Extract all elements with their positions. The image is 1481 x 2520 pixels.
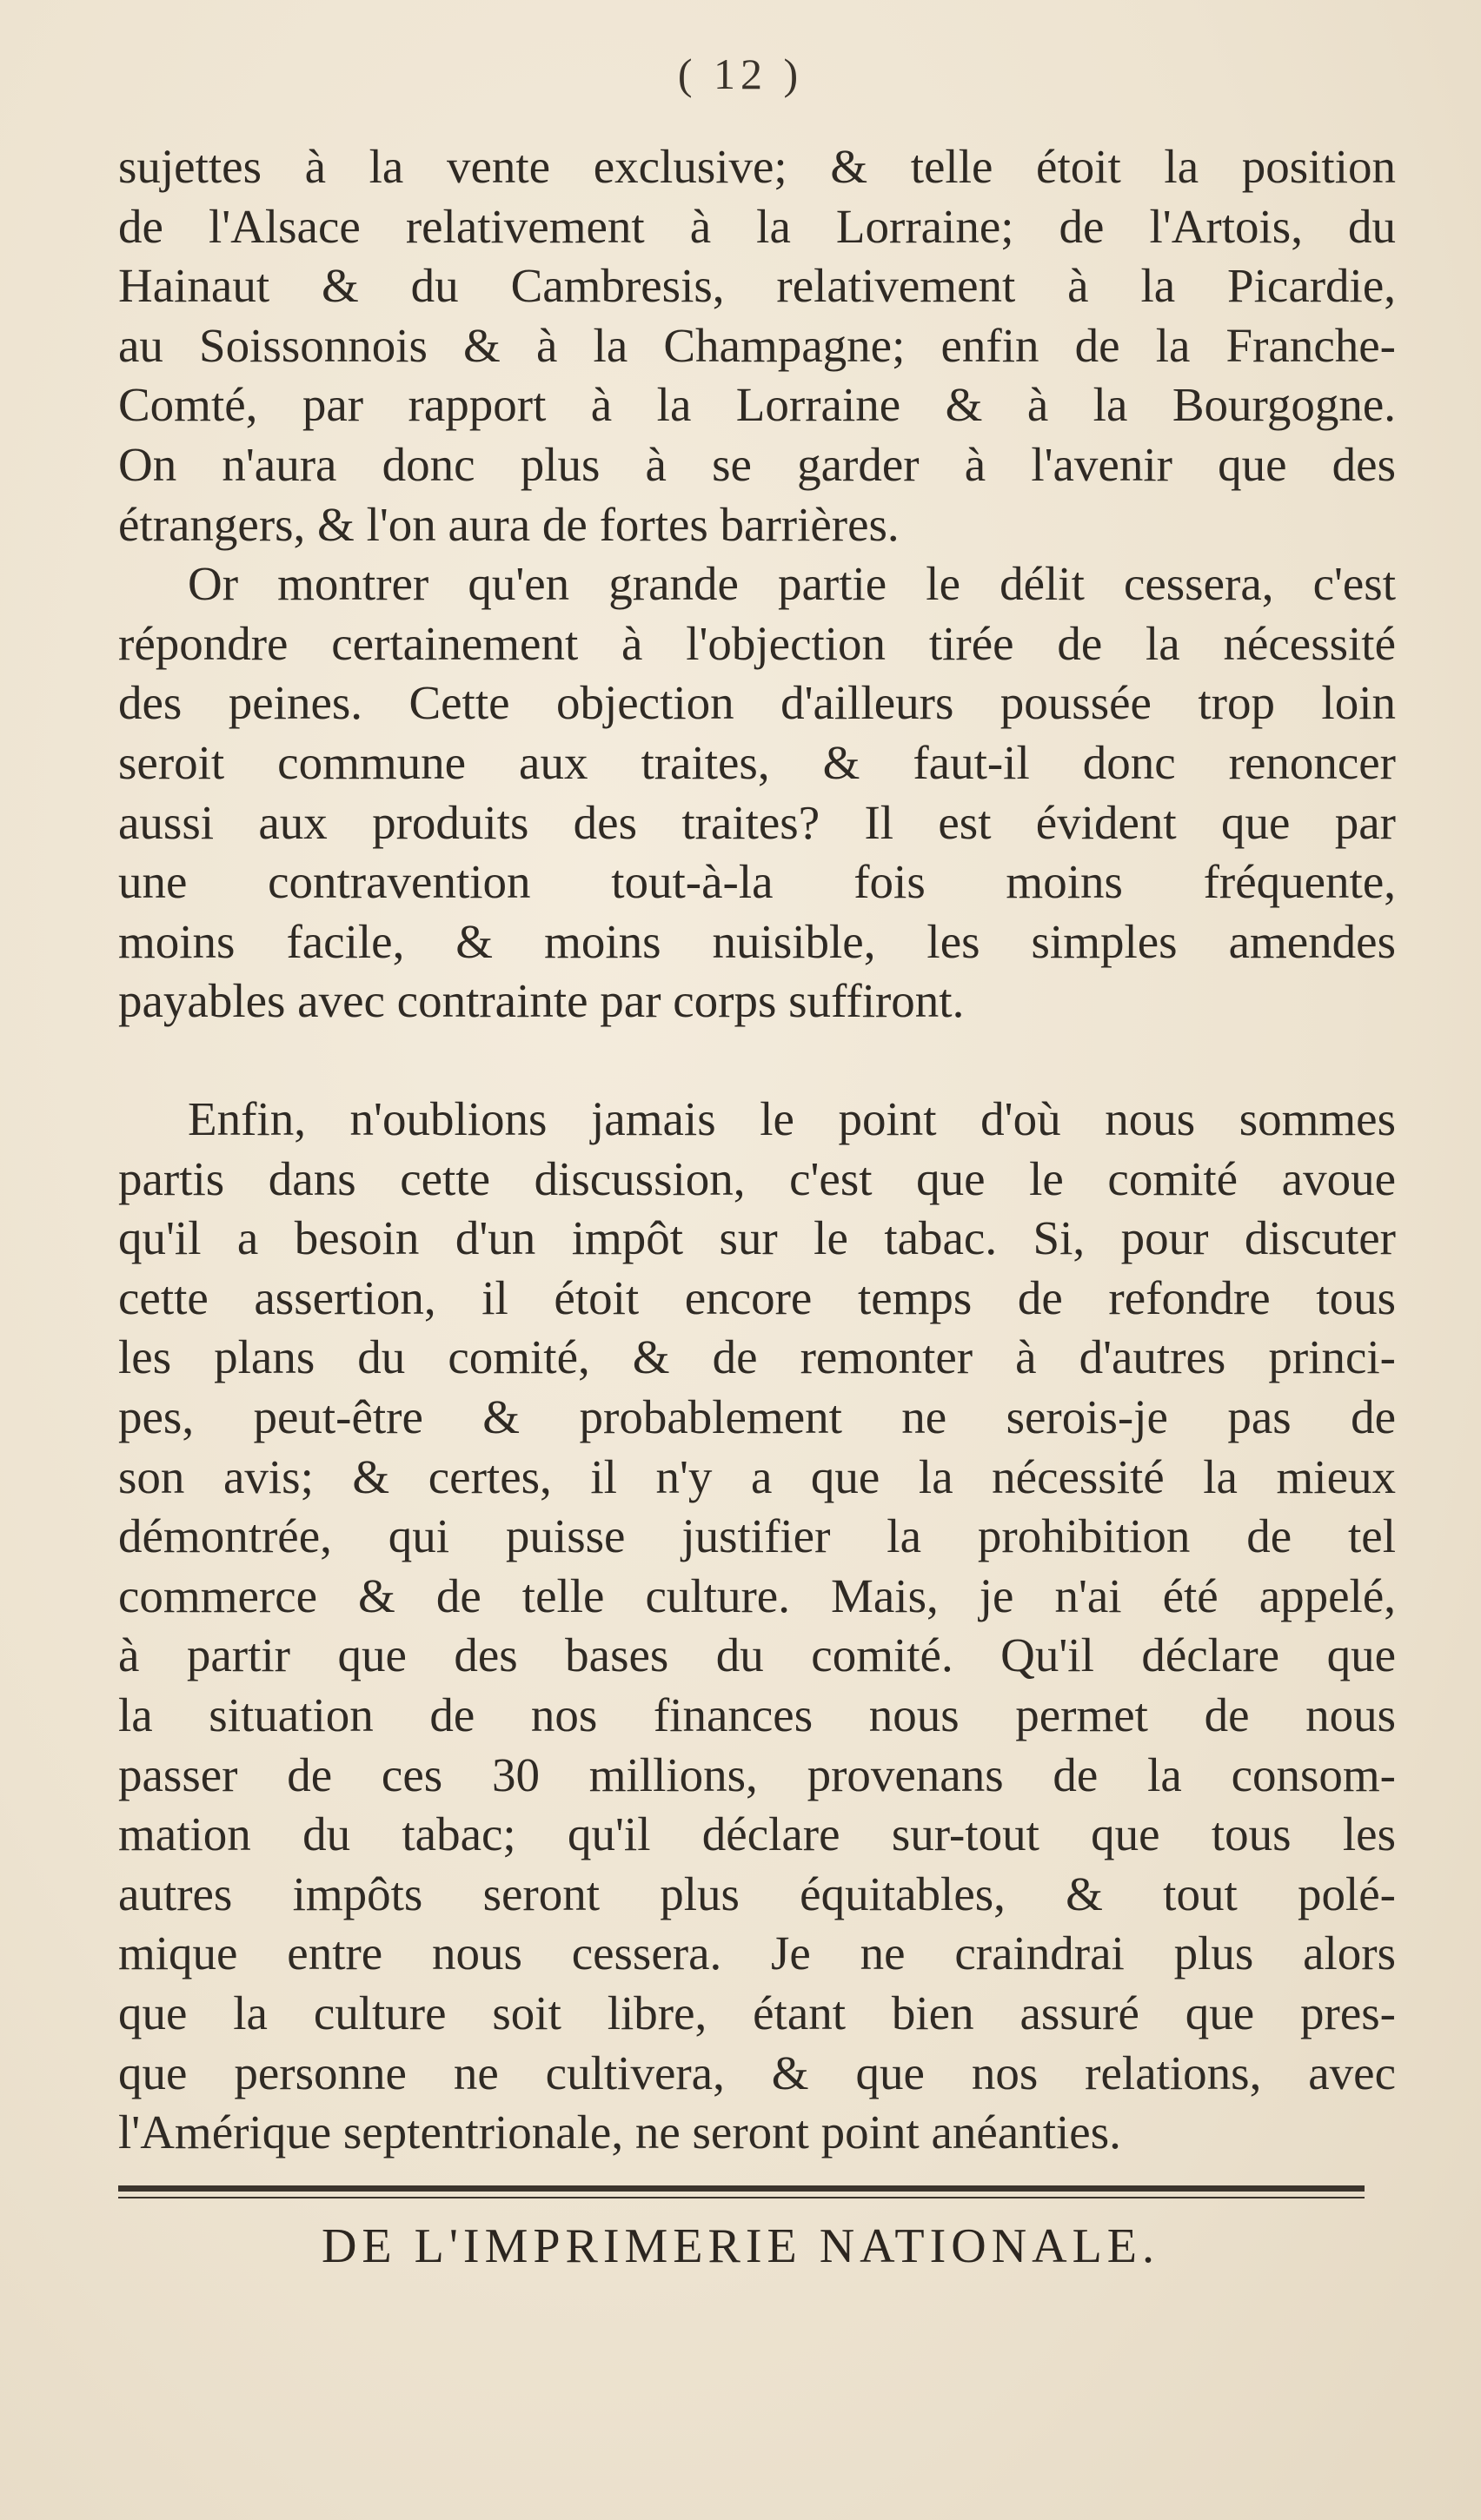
text-line: que la culture soit libre, étant bien assuré que pres- — [118, 1986, 1396, 2039]
text-line: mation du tabac; qu'il déclare sur-tout que tous les — [118, 1807, 1396, 1861]
text-line: Comté, par rapport à la Lorraine & à la Bourgogne. — [118, 378, 1396, 432]
text-line: de l'Alsace relativement à la Lorraine; de l'Artois, du — [118, 199, 1396, 253]
text-line: payables avec contrainte par corps suffiront. — [118, 974, 965, 1028]
text-line: sujettes à la vente exclusive; & telle étoit la position — [118, 140, 1396, 193]
text-line: une contravention tout-à-la fois moins fréquente, — [118, 855, 1396, 909]
text-line: pes, peut-être & probablement ne serois-je pas de — [118, 1389, 1396, 1443]
text-line: que personne ne cultivera, & que nos relations, avec — [118, 2046, 1396, 2099]
text-line: mique entre nous cessera. Je ne craindrai plus alors — [118, 1926, 1396, 1980]
text-line: les plans du comité, & de remonter à d'autres princi- — [118, 1330, 1396, 1384]
paragraph-2 — [118, 1090, 1396, 2163]
text-line: commerce & de telle culture. Mais, je n'ai été appelé, — [118, 1568, 1396, 1622]
text-line: qu'il a besoin d'un impôt sur le tabac. Si, pour discuter — [118, 1211, 1396, 1265]
text-line: Hainaut & du Cambresis, relativement à la Picardie, — [118, 259, 1396, 313]
page-number: ( 12 ) — [677, 50, 804, 98]
paragraph-1 — [118, 137, 1396, 1031]
text-line: Enfin, n'oublions jamais le point d'où nous sommes — [188, 1092, 1396, 1145]
text-line: l'Amérique septentrionale, ne seront point anéanties. — [118, 2106, 1121, 2159]
imprint-line: DE L'IMPRIMERIE NATIONALE. — [321, 2219, 1159, 2273]
text-line: partis dans cette discussion, c'est que le comité avoue — [118, 1151, 1396, 1205]
text-line: à partir que des bases du comité. Qu'il déclare que — [118, 1628, 1396, 1682]
text-line: passer de ces 30 millions, provenans de la consom- — [118, 1747, 1396, 1801]
text-line: On n'aura donc plus à se garder à l'avenir que des — [118, 437, 1396, 491]
text-line: étrangers, & l'on aura de fortes barrières. — [118, 497, 900, 551]
footer-rule-thin — [118, 2197, 1365, 2198]
text-line: la situation de nos finances nous permet de nous — [118, 1688, 1396, 1741]
text-line: démontrée, qui puisse justifier la prohibition de tel — [118, 1509, 1396, 1563]
text-line: moins facile, & moins nuisible, les simples amendes — [118, 914, 1396, 968]
text-line: des peines. Cette objection d'ailleurs poussée trop loin — [118, 676, 1396, 730]
text-line: seroit commune aux traites, & faut-il donc renoncer — [118, 735, 1396, 789]
text-line: au Soissonnois & à la Champagne; enfin de la Franche- — [118, 318, 1396, 372]
text-line: son avis; & certes, il n'y a que la nécessité la mieux — [118, 1449, 1396, 1503]
footer-rule-thick — [118, 2185, 1365, 2192]
text-line: Or montrer qu'en grande partie le délit cessera, c'est — [188, 557, 1396, 611]
text-line: autres impôts seront plus équitables, & tout polé- — [118, 1867, 1396, 1920]
text-line: répondre certainement à l'objection tirée de la nécessité — [118, 616, 1396, 670]
text-line: cette assertion, il étoit encore temps de refondre tous — [118, 1270, 1396, 1324]
text-line: aussi aux produits des traites? Il est évident que par — [118, 795, 1396, 849]
